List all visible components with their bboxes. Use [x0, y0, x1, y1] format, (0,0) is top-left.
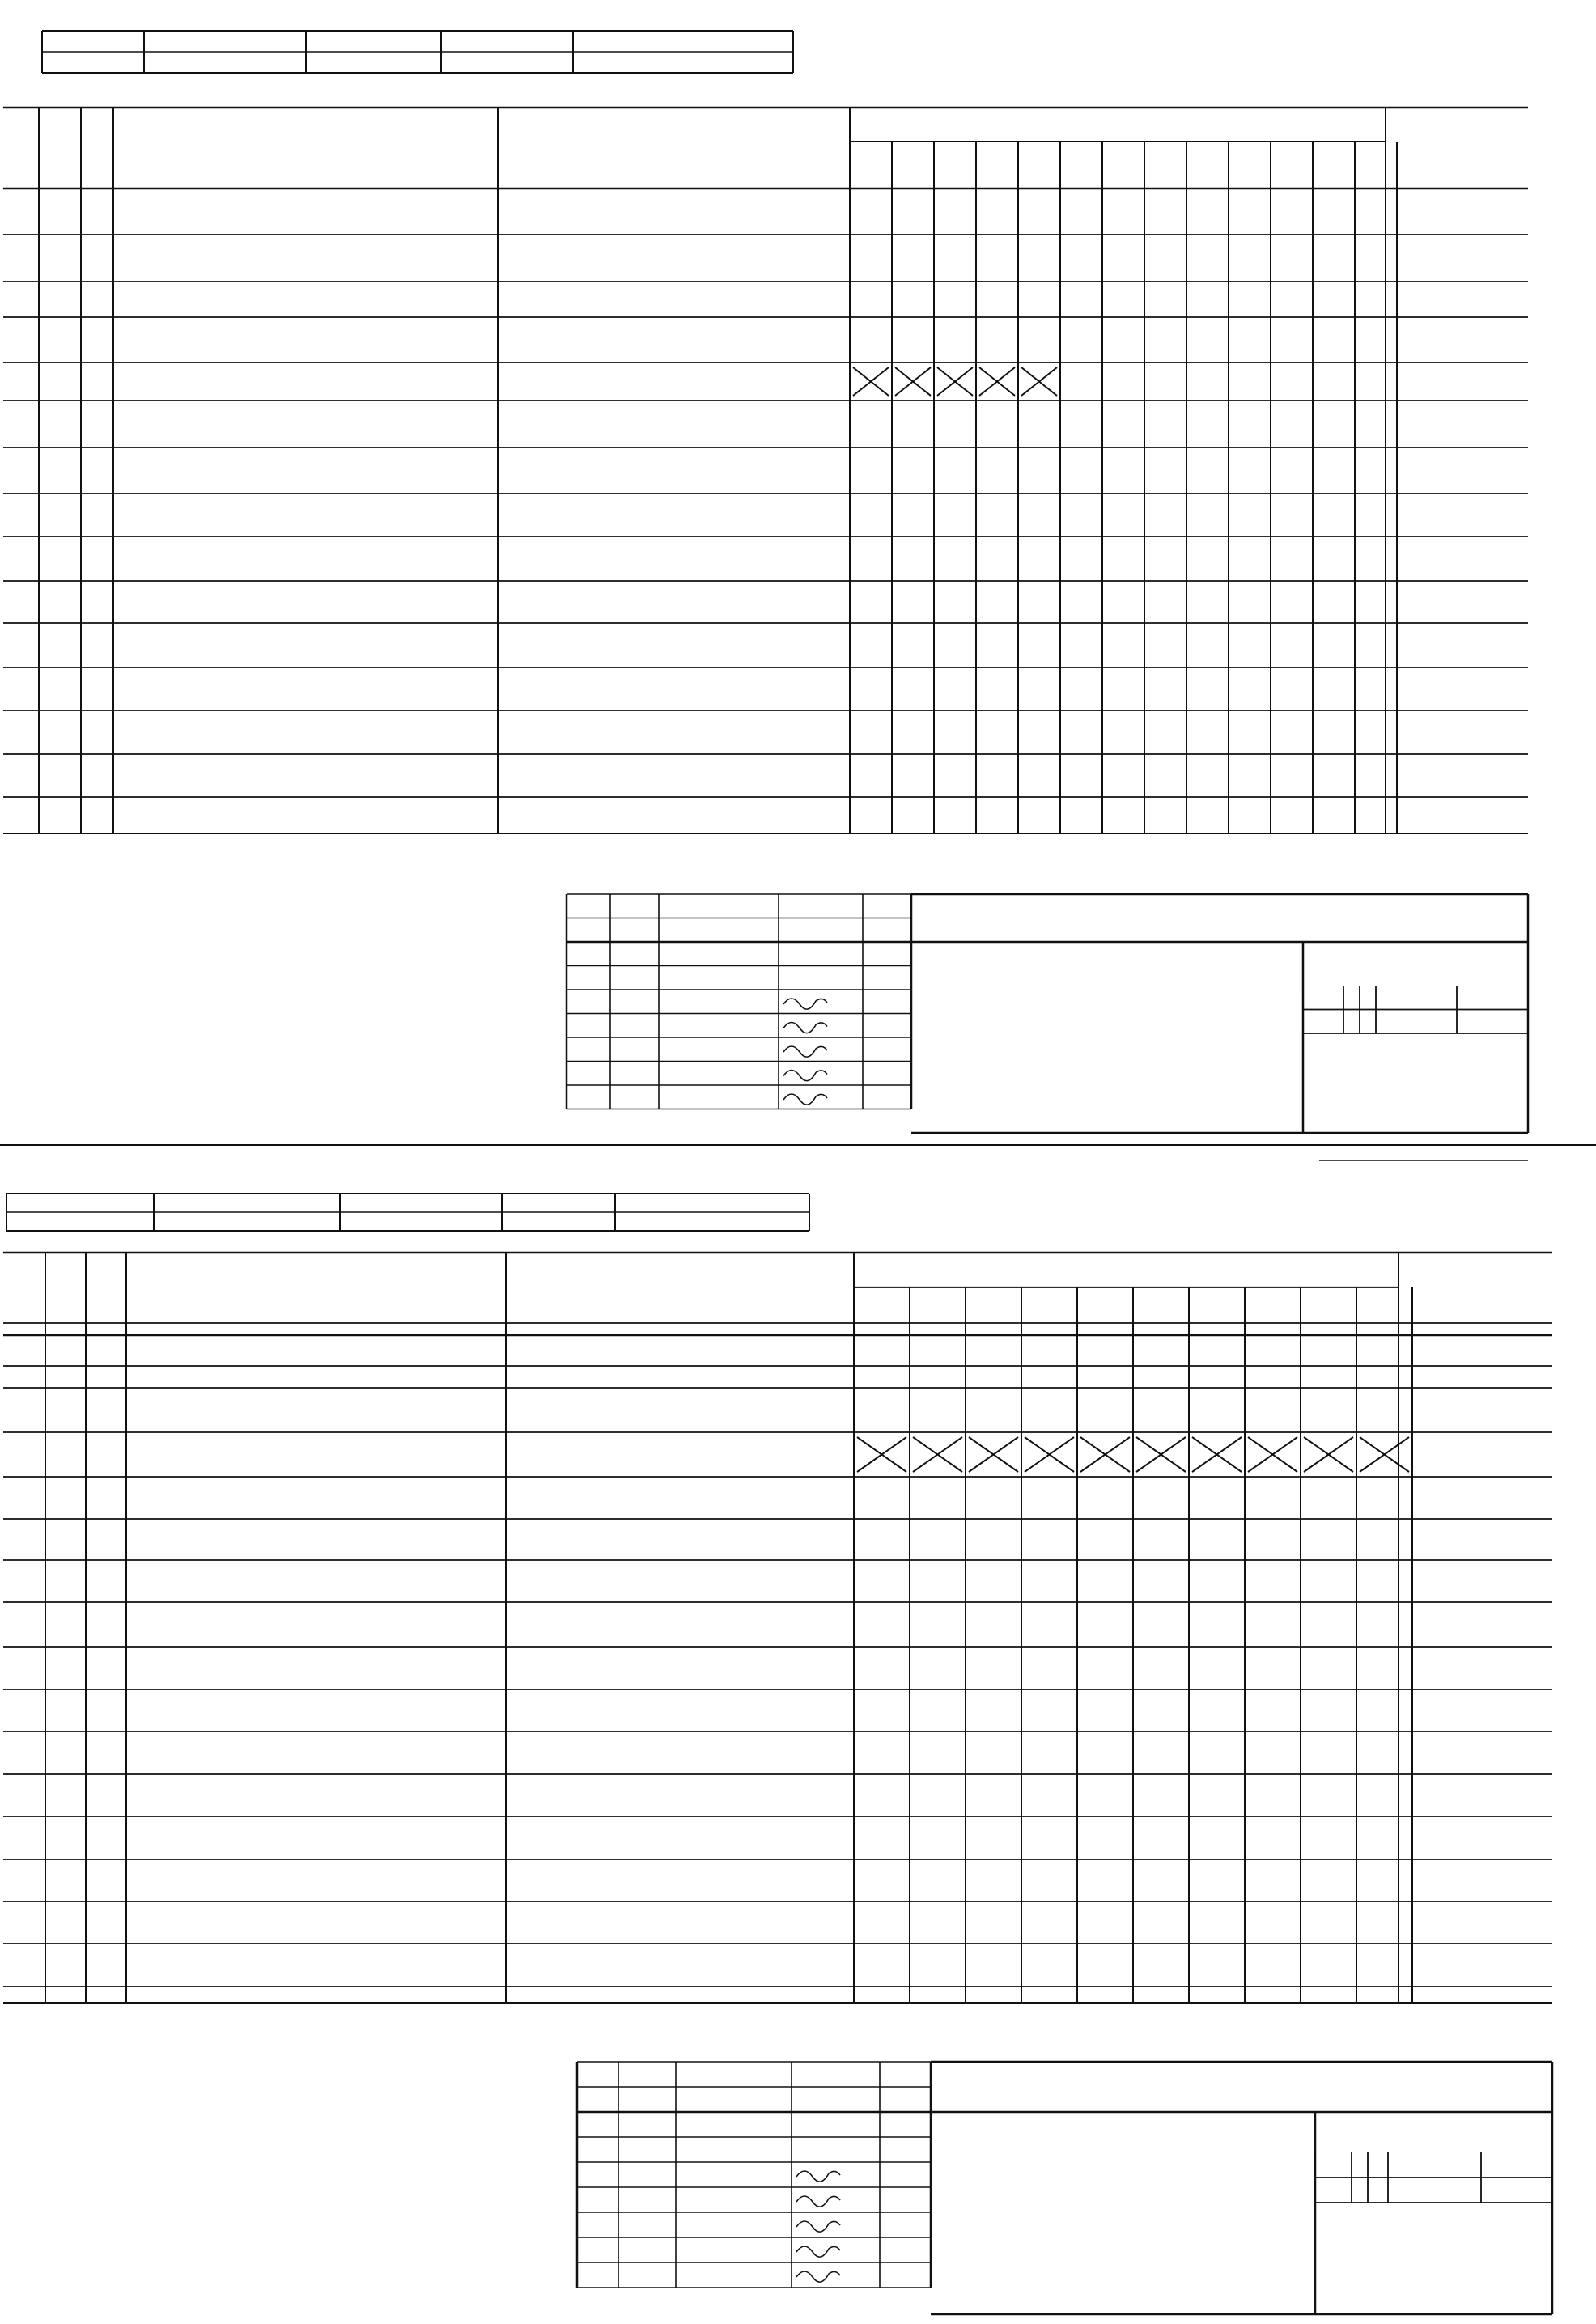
cross-mark [937, 367, 973, 396]
cross-mark [1304, 1437, 1353, 1472]
signature-mark [796, 2171, 840, 2182]
signature-mark [796, 2246, 840, 2257]
cross-mark [969, 1437, 1018, 1472]
signature-mark [796, 2196, 840, 2207]
signature-mark [783, 1023, 827, 1033]
cross-mark [1360, 1437, 1409, 1472]
cross-mark [1080, 1437, 1130, 1472]
cross-mark [979, 367, 1015, 396]
signature-mark [796, 2271, 840, 2282]
signature-mark [783, 1046, 827, 1057]
cross-mark [857, 1437, 906, 1472]
cross-mark [1192, 1437, 1242, 1472]
cross-mark [1021, 367, 1057, 396]
cross-mark [853, 367, 889, 396]
cross-mark [1025, 1437, 1074, 1472]
cross-mark [1136, 1437, 1186, 1472]
signature-mark [796, 2221, 840, 2232]
signature-mark [783, 1071, 827, 1081]
cross-mark [913, 1437, 962, 1472]
signature-mark [783, 1094, 827, 1105]
cross-mark [1248, 1437, 1297, 1472]
signature-mark [783, 999, 827, 1009]
cross-mark [895, 367, 931, 396]
